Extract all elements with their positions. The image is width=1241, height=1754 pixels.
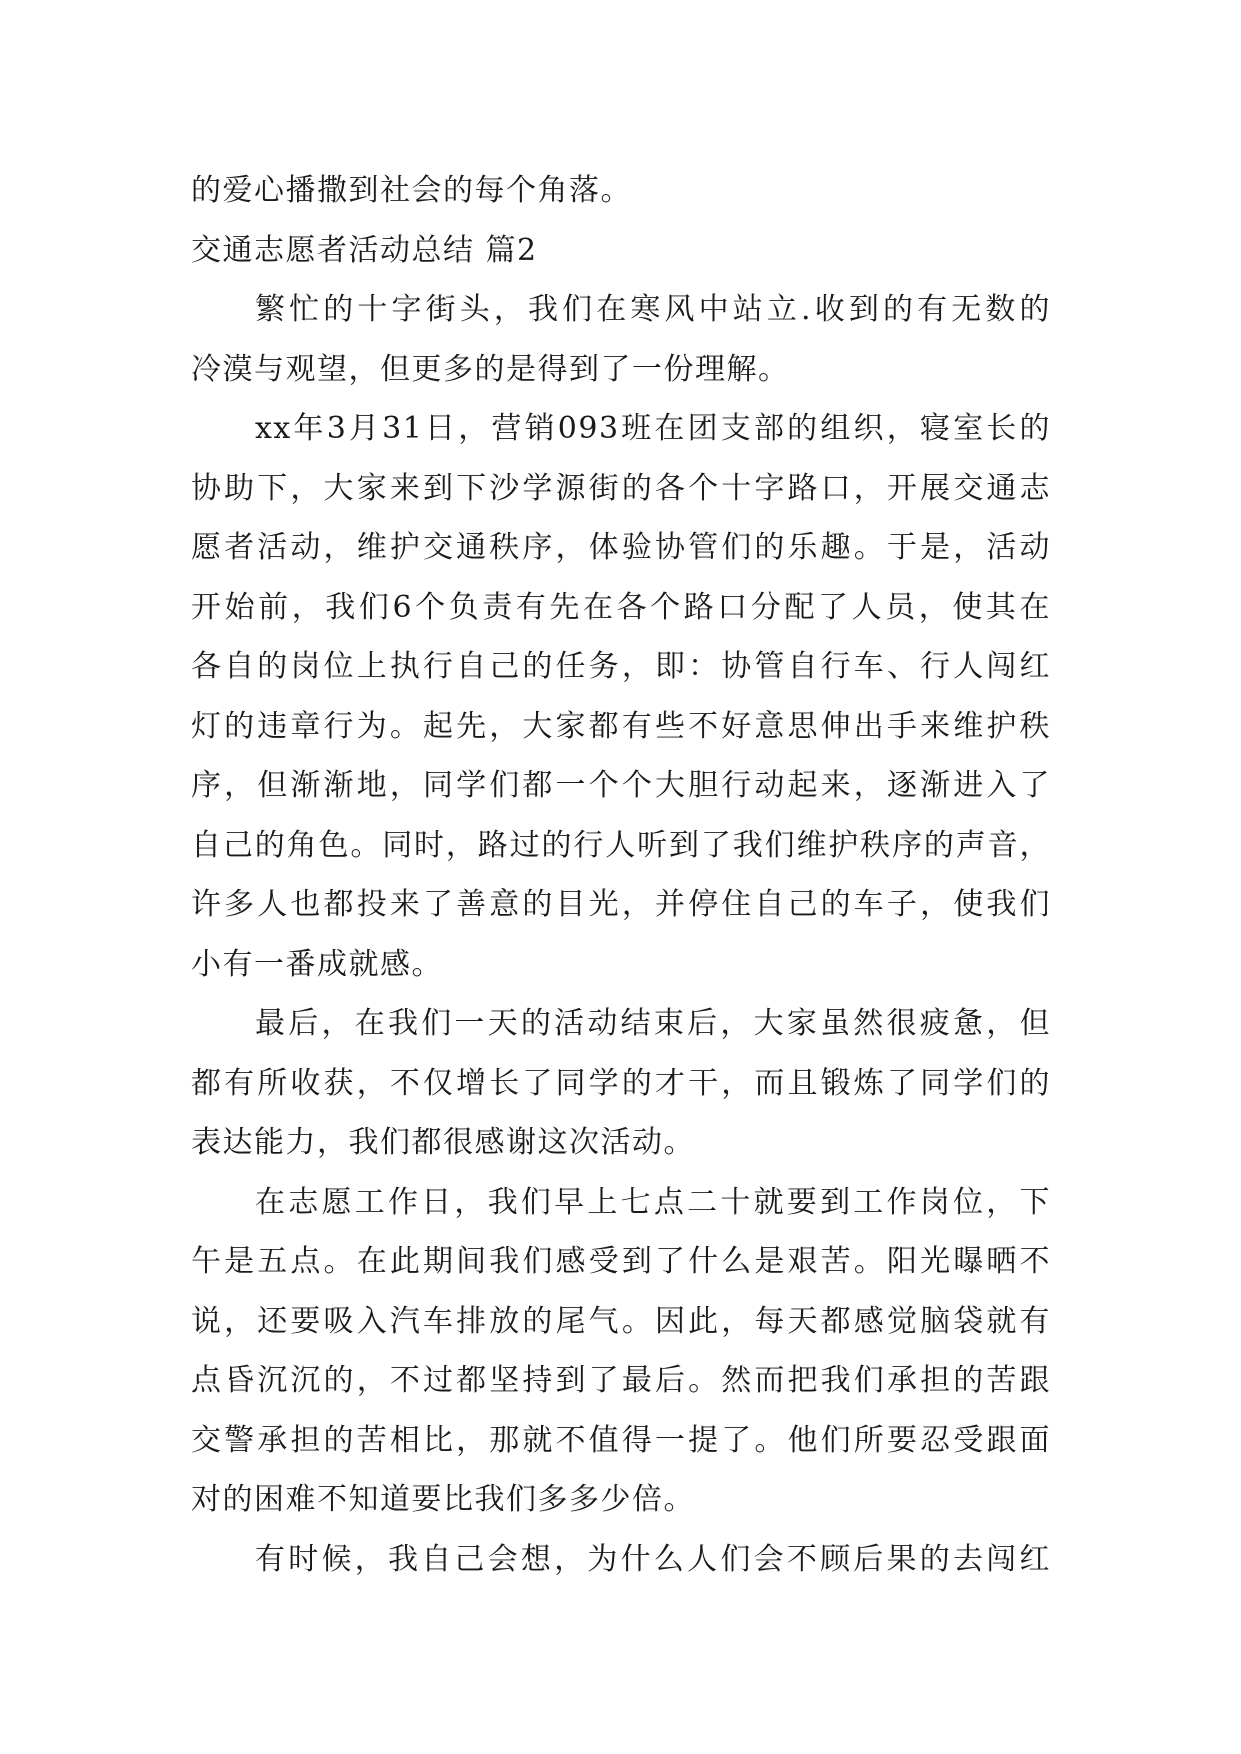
text-line: xx年3月31日，营销093班在团支部的组织，寝室长的 (255, 411, 1051, 446)
text-line: 交通志愿者活动总结 篇2 (191, 232, 538, 268)
text-line: 的爱心播撒到社会的每个角落。 (191, 173, 632, 208)
text-line: 有时候，我自己会想，为什么人们会不顾后果的去闯红 (255, 1541, 1051, 1577)
text-line: 对的困难不知道要比我们多多少倍。 (191, 1482, 695, 1517)
text-line: 说，还要吸入汽车排放的尾气。因此，每天都感觉脑袋就有 (191, 1303, 1051, 1339)
text-line: 小有一番成就感。 (191, 946, 443, 982)
text-line: 点昏沉沉的，不过都坚持到了最后。然而把我们承担的苦跟 (191, 1363, 1051, 1398)
text-line: 序，但渐渐地，同学们都一个个大胆行动起来，逐渐进入了 (191, 768, 1051, 803)
text-line: 繁忙的十字街头，我们在寒风中站立.收到的有无数的 (255, 292, 1051, 327)
text-line: 在志愿工作日，我们早上七点二十就要到工作岗位，下 (255, 1184, 1051, 1220)
text-line: 冷漠与观望，但更多的是得到了一份理解。 (191, 351, 790, 387)
text-line: 交警承担的苦相比，那就不值得一提了。他们所要忍受跟面 (191, 1422, 1051, 1458)
text-line: 都有所收获，不仅增长了同学的才干，而且锻炼了同学们的 (191, 1065, 1051, 1101)
text-line: 许多人也都投来了善意的目光，并停住自己的车子，使我们 (191, 887, 1051, 922)
text-line: 愿者活动，维护交通秩序，体验协管们的乐趣。于是，活动 (191, 530, 1051, 565)
text-line: 表达能力，我们都很感谢这次活动。 (191, 1125, 695, 1160)
document-body (191, 161, 1051, 1589)
text-line: 最后，在我们一天的活动结束后，大家虽然很疲惫，但 (255, 1006, 1051, 1041)
text-line: 自己的角色。同时，路过的行人听到了我们维护秩序的声音， (191, 827, 1051, 863)
text-line: 协助下，大家来到下沙学源街的各个十字路口，开展交通志 (191, 470, 1051, 506)
text-line: 各自的岗位上执行自己的任务，即：协管自行车、行人闯红 (191, 649, 1051, 684)
text-line: 开始前，我们6个负责有先在各个路口分配了人员，使其在 (191, 589, 1051, 625)
text-line: 灯的违章行为。起先，大家都有些不好意思伸出手来维护秩 (191, 708, 1051, 744)
text-line: 午是五点。在此期间我们感受到了什么是艰苦。阳光曝晒不 (191, 1244, 1051, 1279)
